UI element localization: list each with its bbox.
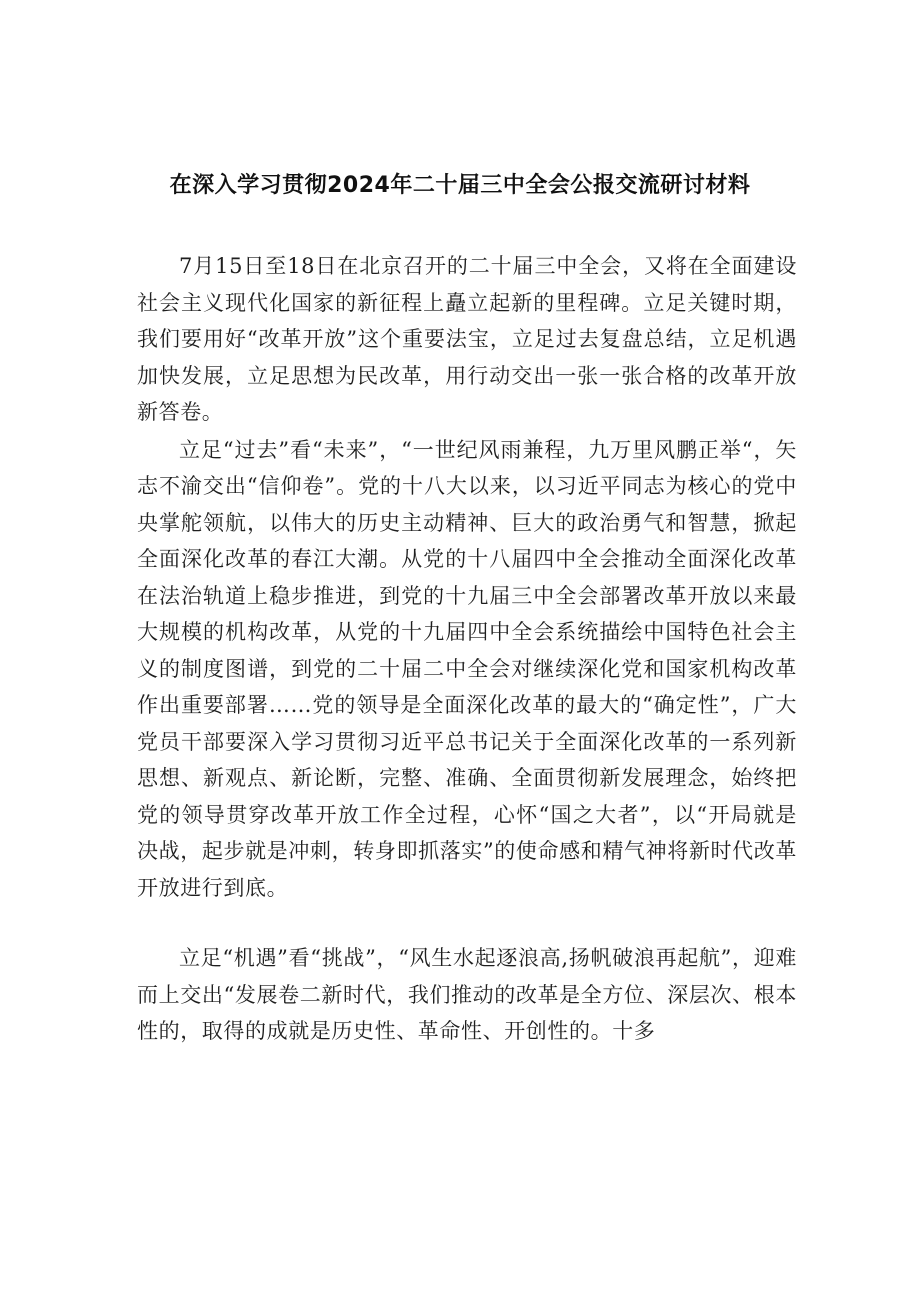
paragraph-intro: 7月15日至18日在北京召开的二十届三中全会，又将在全面建设社会主义现代化国家的新征程上矗立起新的里程碑。立足关键时期，我们要用好“改革开放”这个重要法宝，立足过去复盘总结，立足机遇加快发展，立足思想为民改革，用行动交出一张一张合格的改革开放新答卷。 [137,254,797,424]
paragraph-opportunity-challenge: 立足“机遇”看“挑战”，“风生水起逐浪高,扬帆破浪再起航”，迎难而上交出“发展卷二新时代，我们推动的改革是全方位、深层次、根本性的，取得的成就是历史性、革命性、开创性的。十多 [137,946,797,1043]
document-title: 在深入学习贯彻2024年二十届三中全会公报交流研讨材料 [169,173,751,198]
paragraph-past-future: 立足“过去”看“未来”，“一世纪风雨兼程，九万里风鹏正举“，矢志不渝交出“信仰卷”。党的十八大以来，以习近平同志为核心的党中央掌舵领航，以伟大的历史主动精神、巨大的政治勇气和智慧，掀起全面深化改革的春江大潮。从党的十八届四中全会推动全面深化改革在法治轨道上稳步推进，到党的十九届三中全会部署改革开放以来最大规模的机构改革，从党的十九届四中全会系统描绘中国特色社会主义的制度图谱，到党的二十届二中全会对继续深化党和国家机构改革作出重要部署……党的领导是全面深化改革的最大的“确定性”，广大党员干部要深入学习贯彻习近平总书记关于全面深化改革的一系列新思想、新观点、新论断，完整、准确、全面贯彻新发展理念，始终把党的领导贯穿改革开放工作全过程，心怀“国之大者”，以“开局就是决战，起步就是冲刺，转身即抓落实”的使命感和精气神将新时代改革开放进行到底。 [137,437,797,900]
document-body [137,248,797,1050]
